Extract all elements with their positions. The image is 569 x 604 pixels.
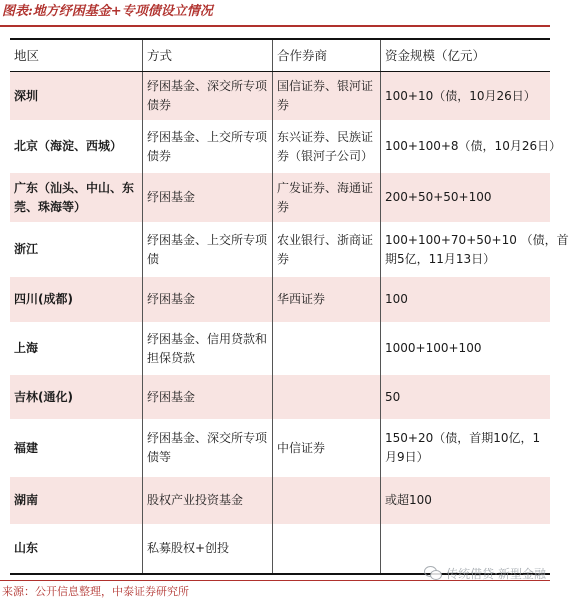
cell-broker: 国信证券、银河证券 xyxy=(272,72,380,120)
table-header-row xyxy=(10,38,550,72)
cell-broker xyxy=(272,322,380,375)
cell-method: 纾困基金、上交所专项债券 xyxy=(142,120,272,173)
cell-scale: 1000+100+100 xyxy=(380,322,550,375)
table-row xyxy=(10,120,562,173)
cell-scale xyxy=(380,222,569,277)
cell-method: 股权产业投资基金 xyxy=(142,477,272,524)
table-row xyxy=(10,322,550,375)
cell-region: 吉林(通化) xyxy=(14,389,73,404)
header-region: 地区 xyxy=(14,48,40,63)
header-method: 方式 xyxy=(142,40,272,71)
cell-region: 山东 xyxy=(14,541,39,555)
cell-method: 纾困基金、信用贷款和担保贷款 xyxy=(142,322,272,375)
cell-broker: 广发证券、海通证券 xyxy=(272,173,380,222)
cell-scale: 或超100 xyxy=(380,477,550,524)
title-rule xyxy=(0,25,550,27)
cell-scale: 50 xyxy=(380,375,550,419)
watermark-text: 传统借贷·新型金融 xyxy=(446,566,546,581)
table-row xyxy=(10,173,550,222)
cell-scale-line: 月9日） xyxy=(385,450,429,464)
header-scale: 资金规模（亿元） xyxy=(380,40,550,71)
cell-scale xyxy=(380,419,550,477)
cell-method: 私募股权+创投 xyxy=(142,524,272,573)
cell-scale-line: 150+20（债，首期10亿，1 xyxy=(385,431,541,445)
table-row xyxy=(10,375,550,419)
cell-method: 纾困基金、深交所专项债券 xyxy=(142,72,272,120)
data-table xyxy=(10,38,569,575)
table-row xyxy=(10,419,550,477)
cell-scale-line: 期5亿，11月13日） xyxy=(385,251,496,266)
cell-broker xyxy=(272,375,380,419)
cell-scale: 200+50+50+100 xyxy=(380,173,550,222)
cell-region: 浙江 xyxy=(14,242,39,256)
cell-method: 纾困基金 xyxy=(142,277,272,322)
figure-title: 图表:地方纾困基金+专项债设立情况 xyxy=(2,4,213,19)
cell-scale: 100 xyxy=(380,277,550,322)
cell-region: 福建 xyxy=(14,440,39,455)
cell-method: 纾困基金 xyxy=(142,173,272,222)
header-broker: 合作券商 xyxy=(272,40,380,71)
cell-broker: 农业银行、浙商证券 xyxy=(272,222,380,277)
source-note: 来源：公开信息整理，中泰证券研究所 xyxy=(2,585,189,598)
cell-region: 湖南 xyxy=(14,493,39,507)
cell-broker: 东兴证券、民族证券（银河子公司） xyxy=(272,120,380,173)
cell-region: 深圳 xyxy=(14,88,39,103)
cell-broker: 华西证券 xyxy=(272,277,380,322)
cell-broker xyxy=(272,524,380,573)
wechat-icon xyxy=(424,565,442,581)
cell-region: 四川(成都) xyxy=(14,292,73,306)
cell-region: 北京（海淀、西城） xyxy=(14,139,123,153)
table-row xyxy=(10,72,550,120)
cell-method: 纾困基金、上交所专项债 xyxy=(142,222,272,277)
cell-scale: 100+10（债，10月26日） xyxy=(380,72,550,120)
cell-region: 广东（汕头、中山、东莞、珠海等） xyxy=(14,180,135,214)
cell-scale-line: 100+100+70+50+10 （债，首 xyxy=(385,232,569,247)
table-row xyxy=(10,477,550,524)
cell-region: 上海 xyxy=(14,341,39,355)
source-rule xyxy=(0,580,550,581)
table-row xyxy=(10,222,569,277)
table-row xyxy=(10,277,550,322)
cell-broker xyxy=(272,477,380,524)
cell-method: 纾困基金 xyxy=(142,375,272,419)
cell-broker: 中信证券 xyxy=(272,419,380,477)
cell-method: 纾困基金、深交所专项债等 xyxy=(142,419,272,477)
cell-scale: 100+100+8（债，10月26日） xyxy=(380,120,550,173)
